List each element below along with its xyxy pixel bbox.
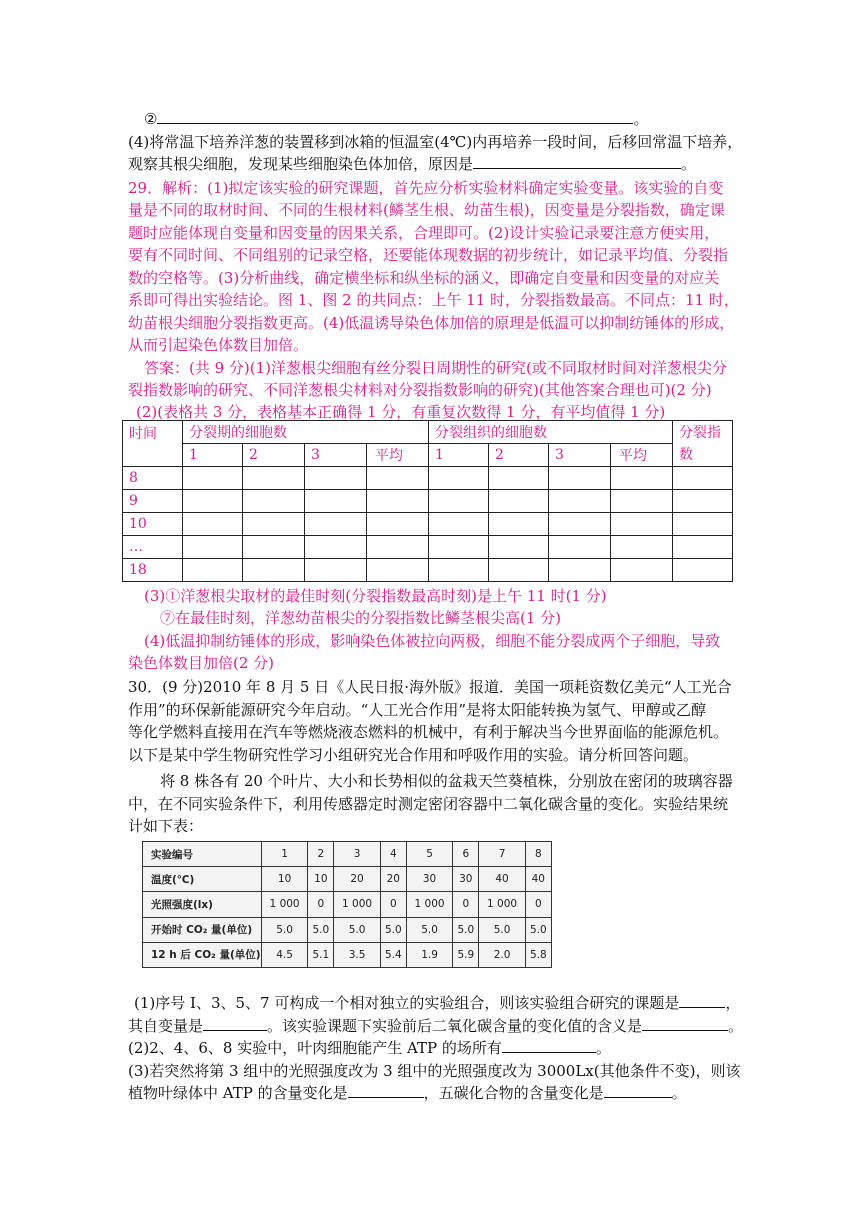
cell: 5.0 [308, 917, 334, 942]
cell: 40 [479, 867, 525, 892]
period: 。 [633, 110, 649, 128]
cell: 6 [453, 842, 479, 867]
experiment-table [142, 841, 552, 968]
experiment-table-image [142, 841, 552, 968]
header-cell: 光照强度(lx) [143, 892, 262, 917]
analysis-line-2: 量是不同的取材时间、不同的生根材料(鳞茎生根、幼苗生根)，因变量是分裂指数，确定课 [128, 201, 725, 219]
cell: 1 000 [479, 892, 525, 917]
cell: 1.9 [406, 942, 452, 967]
table-row [123, 490, 733, 513]
cell: 3.5 [334, 942, 380, 967]
cell: 5.0 [334, 917, 380, 942]
cell: 5.0 [380, 917, 406, 942]
answer-3-2: ⑦在最佳时刻，洋葱幼苗根尖的分裂指数比鳞茎根尖高(1 分) [160, 609, 562, 627]
subq-2 [128, 1037, 611, 1059]
comma: ， [725, 994, 741, 1012]
cell: 5.0 [406, 917, 452, 942]
table-row [123, 513, 733, 536]
table-row [143, 917, 552, 942]
cell: 5.0 [262, 917, 308, 942]
period: 。 [681, 155, 697, 173]
cell: 30 [453, 867, 479, 892]
text: 植物叶绿体中 ATP 的含量变化是 [128, 1084, 348, 1102]
period: 。 [728, 1017, 744, 1035]
sub-1: 1 [429, 444, 489, 467]
blank [157, 108, 633, 124]
answer-table-note: (2)(表格共 3 分，表格基本正确得 1 分，有重复次数得 1 分，有平均值得 1 分) [136, 403, 666, 421]
text: ，五碳化合物的含量变化是 [423, 1084, 604, 1102]
q30-line-1: 30．(9 分)2010 年 8 月 5 日《人民日报·海外版》报道．美国一项耗资数亿美元“人工光合 [128, 678, 732, 696]
question-4-line-2 [128, 153, 696, 175]
cell: 8 [525, 842, 551, 867]
cell: 40 [525, 867, 551, 892]
header-cell: 实验编号 [143, 842, 262, 867]
cell: 5.1 [308, 942, 334, 967]
table-row [143, 867, 552, 892]
header-index: 分裂指数 [673, 421, 733, 467]
sub-2: 2 [243, 444, 305, 467]
analysis-line-6: 系即可得出实验结论。图 1、图 2 的共同点：上午 11 时，分裂指数最高。不同点：11 时， [128, 291, 739, 309]
cell: 0 [453, 892, 479, 917]
cell: 5.9 [453, 942, 479, 967]
cell: 4.5 [262, 942, 308, 967]
cell: 5.0 [525, 917, 551, 942]
blank [473, 153, 681, 169]
table-row [123, 467, 733, 490]
analysis-line-5: 数的空格等。(3)分析曲线，确定横坐标和纵坐标的涵义，即确定自变量和因变量的对应关 [128, 269, 720, 287]
question-4-line-1: (4)将常温下培养洋葱的装置移到冰箱的恒温室(4℃)内再培养一段时间，后移回常温下培养， [128, 133, 743, 151]
sub-1: 1 [183, 444, 243, 467]
q30-line-5: 将 8 株各有 20 个叶片、大小和长势相似的盆栽天竺葵植株，分别放在密闭的玻璃容器 [160, 772, 733, 790]
cell: 0 [525, 892, 551, 917]
period: 。 [595, 1039, 611, 1057]
cell: 5 [406, 842, 452, 867]
analysis-line-3: 题时应能体现自变量和因变量的因果关系，合理即可。(2)设计实验记录要注意方便实用， [128, 224, 720, 242]
text: (1)序号 I、3、5、7 可构成一个相对独立的实验组合，则该实验组合研究的课题是 [134, 994, 680, 1012]
table-row [143, 942, 552, 967]
cell: 5.0 [453, 917, 479, 942]
record-table [122, 420, 733, 582]
sub-3: 3 [305, 444, 367, 467]
blank [604, 1082, 672, 1098]
q30-line-4: 以下是某中学生物研究性学习小组研究光合作用和呼吸作用的实验。请分析回答问题。 [128, 746, 699, 764]
header-cell: 开始时 CO₂ 量(单位) [143, 917, 262, 942]
cell: 4 [380, 842, 406, 867]
sub-avg: 平均 [367, 444, 429, 467]
text: (2)2、4、6、8 实验中，叶肉细胞能产生 ATP 的场所有 [128, 1039, 502, 1057]
blank [679, 992, 725, 1008]
sub-avg: 平均 [611, 444, 673, 467]
header-time: 时间 [123, 421, 183, 467]
cell: 5.0 [479, 917, 525, 942]
text: 其自变量是 [128, 1017, 204, 1035]
table-row [123, 559, 733, 582]
cell: 20 [334, 867, 380, 892]
answer-4-1: (4)低温抑制纺锤体的形成，影响染色体被拉向两极，细胞不能分裂成两个子细胞，导致 [144, 632, 721, 650]
cell: 1 [262, 842, 308, 867]
q30-line-7: 计如下表： [128, 817, 204, 835]
cell: 30 [406, 867, 452, 892]
cell: 3 [334, 842, 380, 867]
text: 观察其根尖细胞，发现某些细胞染色体加倍，原因是 [128, 155, 474, 173]
q30-line-6: 中，在不同实验条件下，利用传感器定时测定密闭容器中二氧化碳含量的变化。实验结果统 [128, 795, 729, 813]
cell: 2 [308, 842, 334, 867]
q30-line-3: 等化学燃料直接用在汽车等燃烧液态燃料的机械中，有利于解决当今世界面临的能源危机。 [128, 723, 729, 741]
blank [348, 1082, 424, 1098]
analysis-line-4: 要有不同时间、不同组别的记录空格，还要能体现数据的初步统计，如记录平均值、分裂指 [128, 246, 729, 264]
row-time: 9 [123, 490, 183, 513]
blank [642, 1015, 728, 1031]
cell: 5.4 [380, 942, 406, 967]
answer-4-2: 染色体数目加倍(2 分) [128, 654, 275, 672]
period: 。 [671, 1084, 687, 1102]
analysis-line-7: 幼苗根尖细胞分裂指数更高。(4)低温诱导染色体加倍的原理是低温可以抑制纺锤体的形成， [128, 314, 735, 332]
header-cell: 温度(℃) [143, 867, 262, 892]
q30-line-2: 作用”的环保新能源研究今年启动。“人工光合作用”是将太阳能转换为氢气、甲醇或乙醇 [128, 701, 707, 719]
header-division-cells: 分裂期的细胞数 [183, 421, 429, 444]
cell: 1 000 [406, 892, 452, 917]
subq-1-line-2 [128, 1015, 743, 1037]
table-row [143, 892, 552, 917]
cell: 1 000 [334, 892, 380, 917]
cell: 1 000 [262, 892, 308, 917]
cell: 5.8 [525, 942, 551, 967]
answer-line-2b: 裂指数影响的研究、不同洋葱根尖材料对分裂指数影响的研究)(其他答案合理也可)(2 分) [128, 381, 712, 399]
header-tissue-cells: 分裂组织的细胞数 [429, 421, 673, 444]
cell: 20 [380, 867, 406, 892]
answer-line-1: 答案：(共 9 分)(1)洋葱根尖细胞有丝分裂日周期性的研究(或不同取材时间对洋葱根尖分 [144, 359, 727, 377]
blank [203, 1015, 267, 1031]
cell: 0 [380, 892, 406, 917]
table-row [143, 842, 552, 867]
row-time: 18 [123, 559, 183, 582]
subq-3-line-2 [128, 1082, 687, 1104]
subq-1-line-1 [134, 992, 740, 1014]
cell: 10 [308, 867, 334, 892]
cell: 7 [479, 842, 525, 867]
row-time: 10 [123, 513, 183, 536]
circled-2: ② [144, 110, 158, 128]
row-time: … [123, 536, 183, 559]
cell: 10 [262, 867, 308, 892]
subq-3-line-1: (3)若突然将第 3 组中的光照强度改为 3 组中的光照强度改为 3000Lx(其他条件不变)，则该 [128, 1062, 741, 1080]
header-cell: 12 h 后 CO₂ 量(单位) [143, 942, 262, 967]
answer-3-1: (3)①洋葱根尖取材的最佳时刻(分裂指数最高时刻)是上午 11 时(1 分) [144, 587, 607, 605]
analysis-line-1: 29．解析：(1)拟定该实验的研究课题，首先应分析实验材料确定实验变量。该实验的自变 [128, 179, 724, 197]
analysis-line-8: 从而引起染色体数目加倍。 [128, 336, 309, 354]
sub-3: 3 [549, 444, 611, 467]
answer-line-2 [144, 108, 648, 130]
cell: 0 [308, 892, 334, 917]
cell: 2.0 [479, 942, 525, 967]
text: 。该实验课题下实验前后二氧化碳含量的变化值的含义是 [267, 1017, 643, 1035]
sub-2: 2 [489, 444, 549, 467]
row-time: 8 [123, 467, 183, 490]
table-row [123, 536, 733, 559]
blank [502, 1037, 596, 1053]
